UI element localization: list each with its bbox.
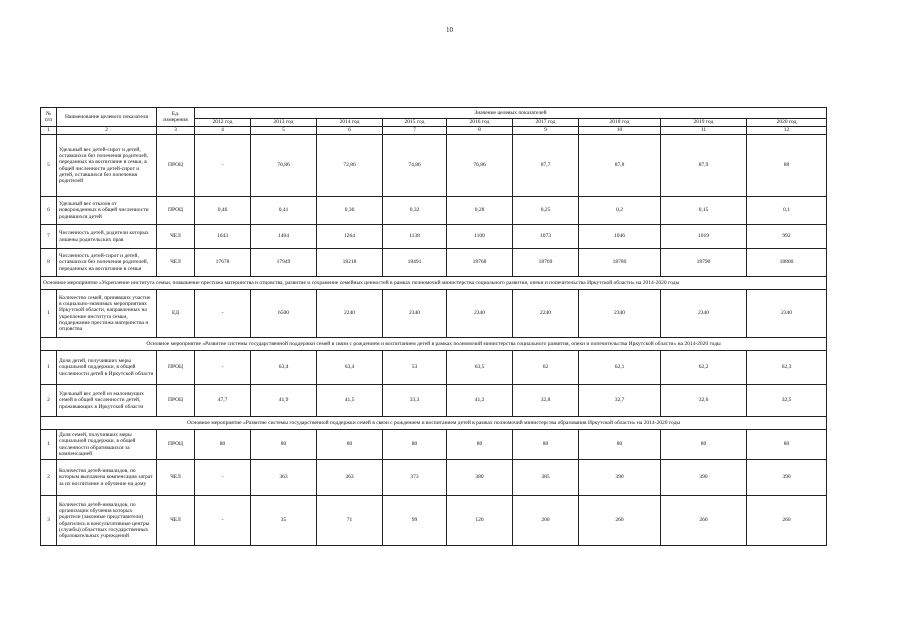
indicator-name: Доля семей, получивших меры социальной поддержки, в общей численности обратившихся за компенсацией	[57, 430, 157, 460]
header-year: 2020 год	[747, 119, 827, 127]
value-cell: 41,9	[251, 385, 317, 417]
header-index: 5	[251, 127, 317, 135]
table-row	[41, 351, 827, 385]
header-unit: Ед. измерения	[157, 108, 195, 127]
value-cell: 80	[579, 430, 661, 460]
value-cell: 363	[317, 460, 383, 496]
value-cell: 88	[747, 135, 827, 197]
unit-cell: ЧЕЛ	[157, 496, 195, 546]
header-index: 12	[747, 127, 827, 135]
value-cell: 72,86	[317, 135, 383, 197]
section-row	[41, 417, 827, 430]
value-cell: 380	[447, 460, 513, 496]
value-cell: 200	[513, 496, 579, 546]
section-title: Основное мероприятие «Развитие системы государственной поддержки семей в связи с рождением и воспитанием детей в рамках полномочий министерства образования Иркутской области» на 2014-2020 годы	[41, 417, 827, 430]
value-cell: 62,1	[579, 351, 661, 385]
value-cell: 33,3	[383, 385, 447, 417]
value-cell: 0,2	[579, 197, 661, 225]
section-row	[41, 277, 827, 290]
value-cell: 76,86	[447, 135, 513, 197]
indicator-name: Удельный вес детей из малоимущих семей в общей численности детей, проживающих в Иркутской области	[57, 385, 157, 417]
value-cell: 32,5	[747, 385, 827, 417]
unit-cell: ЧЕЛ	[157, 225, 195, 249]
value-cell: 99	[383, 496, 447, 546]
value-cell: 18768	[447, 249, 513, 277]
value-cell: -	[195, 290, 251, 338]
value-cell: 80	[195, 430, 251, 460]
header-index: 3	[157, 127, 195, 135]
row-number: 6	[41, 197, 57, 225]
unit-cell: ПРОЦ	[157, 197, 195, 225]
header-index: 9	[513, 127, 579, 135]
table-row	[41, 460, 827, 496]
value-cell: 2240	[513, 290, 579, 338]
indicator-name: Количество семей, принявших участие в социально-значимых мероприятиях Иркутской области, направленных на укрепление института семьи, поддержание престижа материнства и отцовства	[57, 290, 157, 338]
section-title: Основное мероприятие «Развитие системы государственной поддержки семей в связи с рождением и воспитанием детей в рамках полномочий министерства социального развития, опеки и попечительства Иркутской области» на 2014-2020 годы	[41, 338, 827, 351]
value-cell: 18769	[513, 249, 579, 277]
value-cell: 0,1	[747, 197, 827, 225]
value-cell: 260	[747, 496, 827, 546]
value-cell: 63,5	[447, 351, 513, 385]
value-cell: 0,28	[447, 197, 513, 225]
value-cell: 1100	[447, 225, 513, 249]
value-cell: -	[195, 496, 251, 546]
unit-cell: ПРОЦ	[157, 385, 195, 417]
indicator-name: Удельный вес отказов от новорожденных в общей численности родившихся детей	[57, 197, 157, 225]
value-cell: 2340	[447, 290, 513, 338]
value-cell: 80	[747, 430, 827, 460]
header-index: 2	[57, 127, 157, 135]
table-row	[41, 496, 827, 546]
value-cell: 385	[513, 460, 579, 496]
header-name: Наименование целевого показателя	[57, 108, 157, 127]
value-cell: 363	[251, 460, 317, 496]
value-cell: 18800	[747, 249, 827, 277]
header-index: 8	[447, 127, 513, 135]
unit-cell: ПРОЦ	[157, 430, 195, 460]
value-cell: 2340	[661, 290, 747, 338]
header-index: 7	[383, 127, 447, 135]
value-cell: 80	[447, 430, 513, 460]
table-row	[41, 225, 827, 249]
header-year: 2013 год	[251, 119, 317, 127]
value-cell: 35	[251, 496, 317, 546]
header-year: 2017 год	[513, 119, 579, 127]
value-cell: 1073	[513, 225, 579, 249]
value-cell: 18491	[383, 249, 447, 277]
value-cell: 390	[661, 460, 747, 496]
value-cell: 373	[383, 460, 447, 496]
value-cell: 1046	[579, 225, 661, 249]
value-cell: 74,86	[383, 135, 447, 197]
value-cell: 390	[579, 460, 661, 496]
value-cell: 260	[661, 496, 747, 546]
value-cell: 70,86	[251, 135, 317, 197]
table-row	[41, 135, 827, 197]
value-cell: -	[195, 351, 251, 385]
table-row	[41, 430, 827, 460]
row-number: 7	[41, 225, 57, 249]
unit-cell: ЧЕЛ	[157, 249, 195, 277]
value-cell: 32,6	[661, 385, 747, 417]
value-cell: 71	[317, 496, 383, 546]
table-body	[41, 135, 827, 546]
value-cell: 260	[579, 496, 661, 546]
value-cell: 63,4	[317, 351, 383, 385]
row-number: 5	[41, 135, 57, 197]
header-index: 10	[579, 127, 661, 135]
value-cell: 63,4	[251, 351, 317, 385]
header-year: 2019 год	[661, 119, 747, 127]
value-cell: 992	[747, 225, 827, 249]
section-title: Основное мероприятие «Укрепление института семьи, повышение престижа материнства и отцовства, развитие и сохранение семейных ценностей в рамках полномочий министерства социального развития, опеки и попечительства Иркутской области» на 2014-2020 годы	[41, 277, 827, 290]
value-cell: 2340	[383, 290, 447, 338]
header-year: 2016 год	[447, 119, 513, 127]
value-cell: 390	[747, 460, 827, 496]
table-row	[41, 197, 827, 225]
indicator-name: Численность детей, родители которых лишены родительских прав	[57, 225, 157, 249]
value-cell: 120	[447, 496, 513, 546]
unit-cell: ПРОЦ	[157, 135, 195, 197]
value-cell: 87,9	[661, 135, 747, 197]
value-cell: 1404	[251, 225, 317, 249]
indicator-name: Численность детей-сирот и детей, оставшихся без попечения родителей, переданных на воспитание в семьи	[57, 249, 157, 277]
row-number: 1	[41, 351, 57, 385]
row-number: 8	[41, 249, 57, 277]
value-cell: 6500	[251, 290, 317, 338]
value-cell: 62,3	[747, 351, 827, 385]
value-cell: 87,8	[579, 135, 661, 197]
value-cell: -	[195, 460, 251, 496]
value-cell: 2240	[317, 290, 383, 338]
value-cell: 0,32	[383, 197, 447, 225]
value-cell: 41,5	[317, 385, 383, 417]
value-cell: 0,25	[513, 197, 579, 225]
row-number: 2	[41, 385, 57, 417]
value-cell: 0,41	[251, 197, 317, 225]
value-cell: 18790	[661, 249, 747, 277]
unit-cell: ЧЕЛ	[157, 460, 195, 496]
value-cell: 2340	[579, 290, 661, 338]
value-cell: -	[195, 135, 251, 197]
targets-table	[40, 107, 827, 546]
header-num: № п/п	[41, 108, 57, 127]
value-cell: 80	[513, 430, 579, 460]
page-number: 10	[446, 26, 453, 34]
value-cell: 80	[661, 430, 747, 460]
value-cell: 0,15	[661, 197, 747, 225]
value-cell: 47,7	[195, 385, 251, 417]
value-cell: 2340	[747, 290, 827, 338]
indicator-name: Доля детей, получивших меры социальной поддержки, в общей численности детей в Иркутской области	[57, 351, 157, 385]
table-row	[41, 249, 827, 277]
value-cell: 80	[317, 430, 383, 460]
header-values: Значение целевых показателей	[195, 108, 827, 119]
row-number: 1	[41, 290, 57, 338]
header-index: 11	[661, 127, 747, 135]
header-indices-row	[41, 127, 827, 135]
indicator-name: Удельный вес детей-сирот и детей, оставшихся без попечения родителей, переданных на воспитание в семьи, в общей численности детей-сирот и детей, оставшихся без попечения родителей	[57, 135, 157, 197]
indicator-name: Количество детей-инвалидов, по организации обучения которых родители (законные представители) обратились в консультативные центры (службы) областных государственных образовательных учреждений	[57, 496, 157, 546]
value-cell: 0,36	[317, 197, 383, 225]
header-year: 2018 год	[579, 119, 661, 127]
row-number: 3	[41, 496, 57, 546]
unit-cell: ЕД	[157, 290, 195, 338]
table-row	[41, 290, 827, 338]
header-index: 4	[195, 127, 251, 135]
value-cell: 53	[383, 351, 447, 385]
value-cell: 17678	[195, 249, 251, 277]
value-cell: 80	[251, 430, 317, 460]
value-cell: 18218	[317, 249, 383, 277]
value-cell: 87,7	[513, 135, 579, 197]
header-year: 2012 год	[195, 119, 251, 127]
table-row	[41, 385, 827, 417]
value-cell: 32,7	[579, 385, 661, 417]
header-index: 6	[317, 127, 383, 135]
row-number: 2	[41, 460, 57, 496]
value-cell: 1019	[661, 225, 747, 249]
value-cell: 1264	[317, 225, 383, 249]
value-cell: 62,2	[661, 351, 747, 385]
unit-cell: ПРОЦ	[157, 351, 195, 385]
indicator-name: Количество детей-инвалидов, по которым выплачена компенсация затрат за их воспитание и обучение на дому	[57, 460, 157, 496]
value-cell: 41,2	[447, 385, 513, 417]
value-cell: 80	[383, 430, 447, 460]
row-number: 1	[41, 430, 57, 460]
value-cell: 1138	[383, 225, 447, 249]
value-cell: 62	[513, 351, 579, 385]
value-cell: 0,46	[195, 197, 251, 225]
value-cell: 1643	[195, 225, 251, 249]
header-year: 2014 год	[317, 119, 383, 127]
section-row	[41, 338, 827, 351]
value-cell: 18780	[579, 249, 661, 277]
value-cell: 32,8	[513, 385, 579, 417]
header-year: 2015 год	[383, 119, 447, 127]
header-index: 1	[41, 127, 57, 135]
value-cell: 17949	[251, 249, 317, 277]
